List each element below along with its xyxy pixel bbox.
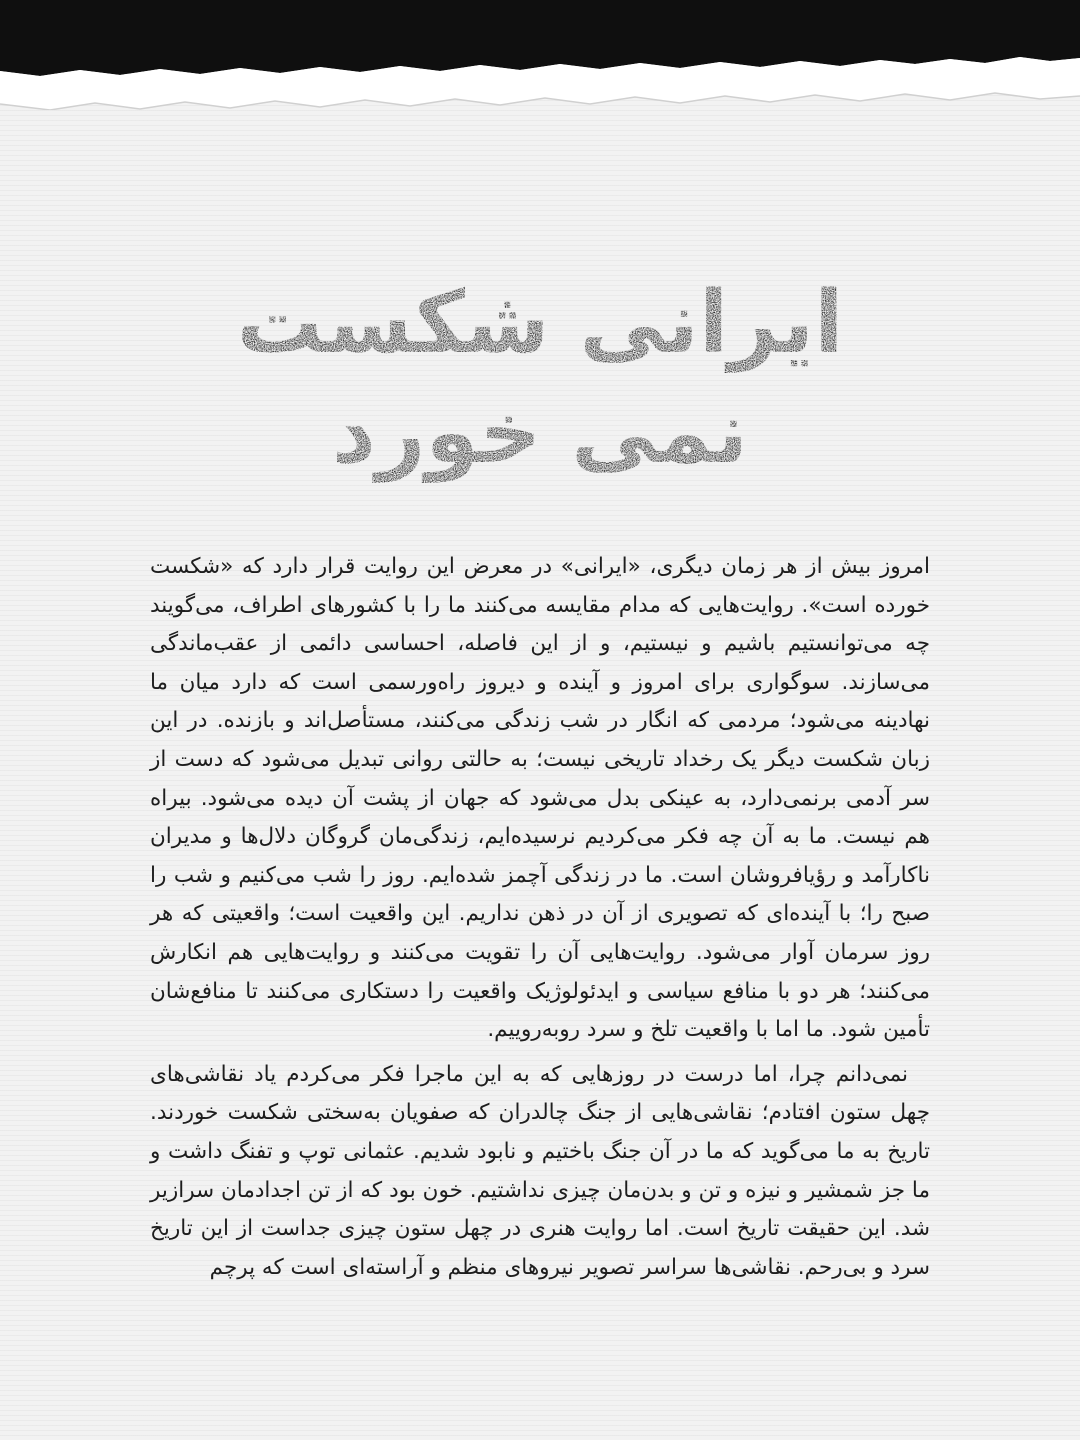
article-paragraph-1: امروز بیش از هر زمان دیگری، «ایرانی» در معرض این روایت قرار دارد که «شکست خورده است». روایت‌هایی که مدام مقایسه می‌کنند ما را با کشورهای اطراف، می‌گویند چه می‌توانستیم باشیم و نیستیم، و از این فاصله، احساسی دائمی از عقب‌ماندگی می‌سازند. سوگواری برای امروز و آینده و دیروز راه‌ورسمی است که دارد میان ما نهادینه می‌شود؛ مردمی که انگار در شب زندگی می‌کنند، مستأصل‌اند و بازنده. در این زبان شکست دیگر یک رخداد تاریخی نیست؛ به حالتی روانی تبدیل می‌شود که دست از سر آدمی برنمی‌دارد، به عینکی بدل می‌شود که جهان از پشت آن دیده می‌شود. بیراه هم نیست. ما به آن چه فکر می‌کردیم نرسیده‌ایم، زندگی‌مان گروگان دلال‌ها و مدیران ناکارآمد و رؤیافروشان است. ما در زندگی آچمز شده‌ایم. روز را شب می‌کنیم و شب را صبح را؛ با آینده‌ای که تصویری از آن در ذهن نداریم. این واقعیت است؛ واقعیتی که هر روز سرمان آوار می‌شود. روایت‌هایی آن را تقویت می‌کنند و روایت‌هایی هم انکارش می‌کنند؛ هر دو با منافع سیاسی و ایدئولوژیک واقعیت را دستکاری می‌کنند تا منافع‌شان تأمین شود. ما اما با واقعیت تلخ و سرد روبه‌روییم. <box>150 554 930 1043</box>
torn-paper-header <box>0 0 1080 110</box>
article-paragraph-2: نمی‌دانم چرا، اما درست در روزهایی که به این ماجرا فکر می‌کردم یاد نقاشی‌های چهل ستون افتادم؛ نقاشی‌هایی از جنگ چالدران که صفویان به‌سختی شکست خوردند. تاریخ به ما می‌گوید که ما در آن جنگ باختیم و نابود شدیم. عثمانی توپ و تفنگ داشت و ما جز شمشیر و نیزه و تن و بدن‌مان چیزی نداشتیم. خون بود که از تن اجدادمان سرازیر شد. این حقیقت تاریخ است. اما روایت هنری در چهل ستون چیزی جداست از این تاریخ سرد و بی‌رحم. نقاشی‌ها سراسر تصویر نیروهای منظم و آراسته‌ای است که پرچم <box>150 1061 930 1280</box>
article-title: ایرانی شکست نمی خورد <box>236 273 844 483</box>
article-body <box>150 548 930 1293</box>
